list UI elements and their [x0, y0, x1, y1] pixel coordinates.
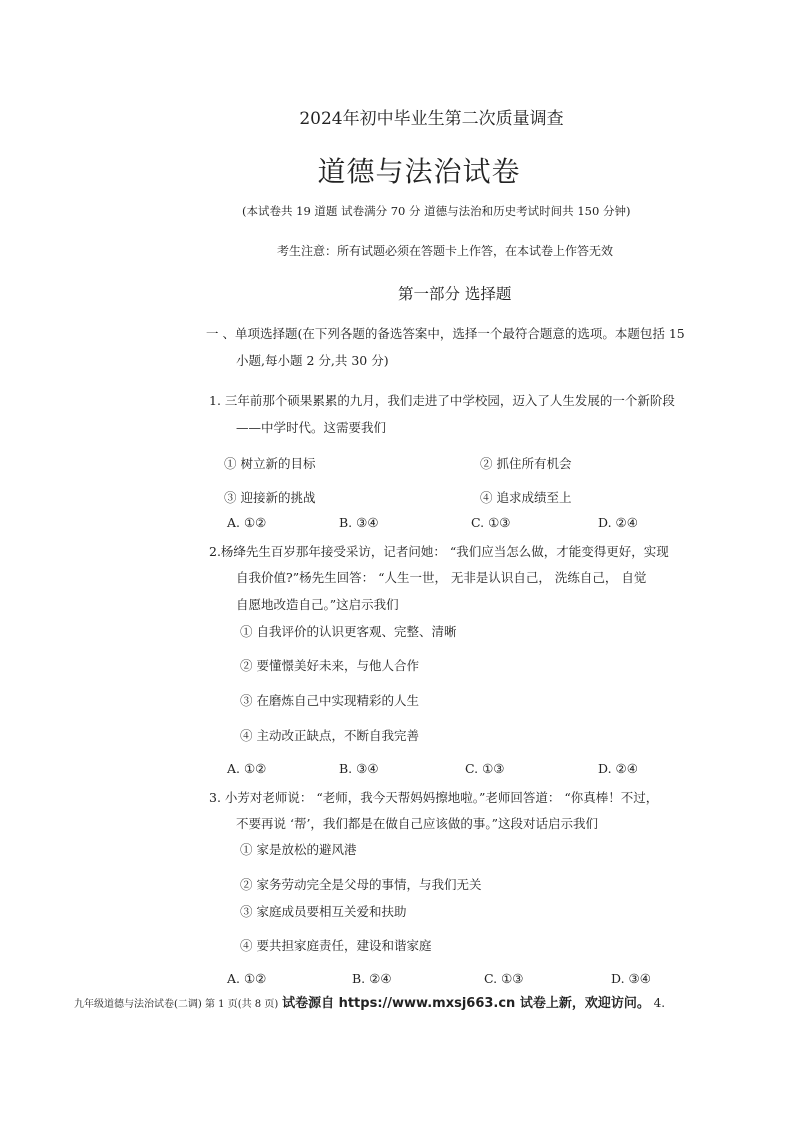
q2-statement-3: ③ 在磨炼自己中实现精彩的人生 — [240, 693, 419, 708]
q3-statement-4: ④ 要共担家庭责任，建设和谐家庭 — [240, 938, 432, 953]
q2-choice-b: B. ③④ — [339, 761, 379, 776]
q1-statement-2: ② 抓住所有机会 — [480, 456, 572, 471]
q3-statement-1: ① 家是放松的避风港 — [240, 842, 357, 857]
footer-next-question-number: 4. — [653, 996, 666, 1010]
exam-notice: 考生注意：所有试题必须在答题卡上作答，在本试卷上作答无效 — [277, 244, 614, 258]
q3-stem-line2: 不要再说 ‘帮’，我们都是在做自己应该做的事。”这段对话启示我们 — [236, 816, 599, 831]
q2-statement-1: ① 自我评价的认识更客观、完整、清晰 — [240, 624, 457, 639]
q3-choice-d: D. ③④ — [611, 971, 651, 986]
q2-statement-2: ② 要懂憬美好未来，与他人合作 — [240, 658, 419, 673]
section-instruction-line2: 小题,每小题 2 分,共 30 分) — [236, 353, 389, 368]
footer-source-link[interactable]: 试卷源自 https://www.mxsj663.cn 试卷上新，欢迎访问。 — [282, 996, 650, 1011]
q2-choice-a: A. ①② — [227, 761, 267, 776]
footer-page-info: 九年级道德与法治试卷(二调) 第 1 页(共 8 页) — [74, 999, 279, 1010]
q3-choice-c: C. ①③ — [484, 971, 524, 986]
q3-stem-line1: 3. 小芳对老师说： “老师，我今天帮妈妈擦地啦。”老师回答道： “你真棒！不过， — [209, 790, 659, 805]
q2-stem-line3: 自愿地改造自己。”这启示我们 — [236, 597, 399, 612]
q2-choice-d: D. ②④ — [598, 761, 638, 776]
q2-stem-line1: 2.杨绛先生百岁那年接受采访，记者问她： “我们应当怎么做，才能变得更好，实现 — [209, 544, 669, 559]
q1-choice-d: D. ②④ — [598, 515, 638, 530]
q2-statement-4: ④ 主动改正缺点，不断自我完善 — [240, 728, 419, 743]
q3-statement-2: ② 家务劳动完全是父母的事情，与我们无关 — [240, 877, 482, 892]
q3-statement-3: ③ 家庭成员要相互关爱和扶助 — [240, 904, 407, 919]
q1-choice-c: C. ①③ — [471, 515, 511, 530]
subject-title: 道德与法治试卷 — [317, 155, 521, 188]
q1-stem-line2: ——中学时代。这需要我们 — [236, 420, 387, 435]
q1-statement-3: ③ 迎接新的挑战 — [224, 490, 316, 505]
q2-choice-c: C. ①③ — [465, 761, 505, 776]
q1-stem-line1: 1. 三年前那个硕果累累的九月，我们走进了中学校园，迈入了人生发展的一个新阶段 — [209, 393, 675, 408]
part-heading: 第一部分 选择题 — [398, 285, 512, 303]
q3-choice-a: A. ①② — [227, 971, 267, 986]
section-instruction-line1: 一 、单项选择题(在下列各题的备选答案中，选择一个最符合题意的选项。本题包括 15 — [206, 326, 685, 341]
q1-statement-4: ④ 追求成绩至上 — [480, 490, 572, 505]
q1-choice-a: A. ①② — [227, 515, 267, 530]
q1-choice-b: B. ③④ — [339, 515, 379, 530]
q3-choice-b: B. ②④ — [352, 971, 392, 986]
exam-info: (本试卷共 19 道题 试卷满分 70 分 道德与法治和历史考试时间共 150 分钟) — [242, 204, 631, 218]
q1-statement-1: ① 树立新的目标 — [224, 456, 316, 471]
q2-stem-line2: 自我价值?”杨先生回答： “人生一世， 无非是认识自己， 洗练自己， 自觉 — [236, 570, 647, 585]
page-footer — [74, 992, 665, 1011]
exam-title: 2024年初中毕业生第二次质量调查 — [299, 109, 564, 129]
